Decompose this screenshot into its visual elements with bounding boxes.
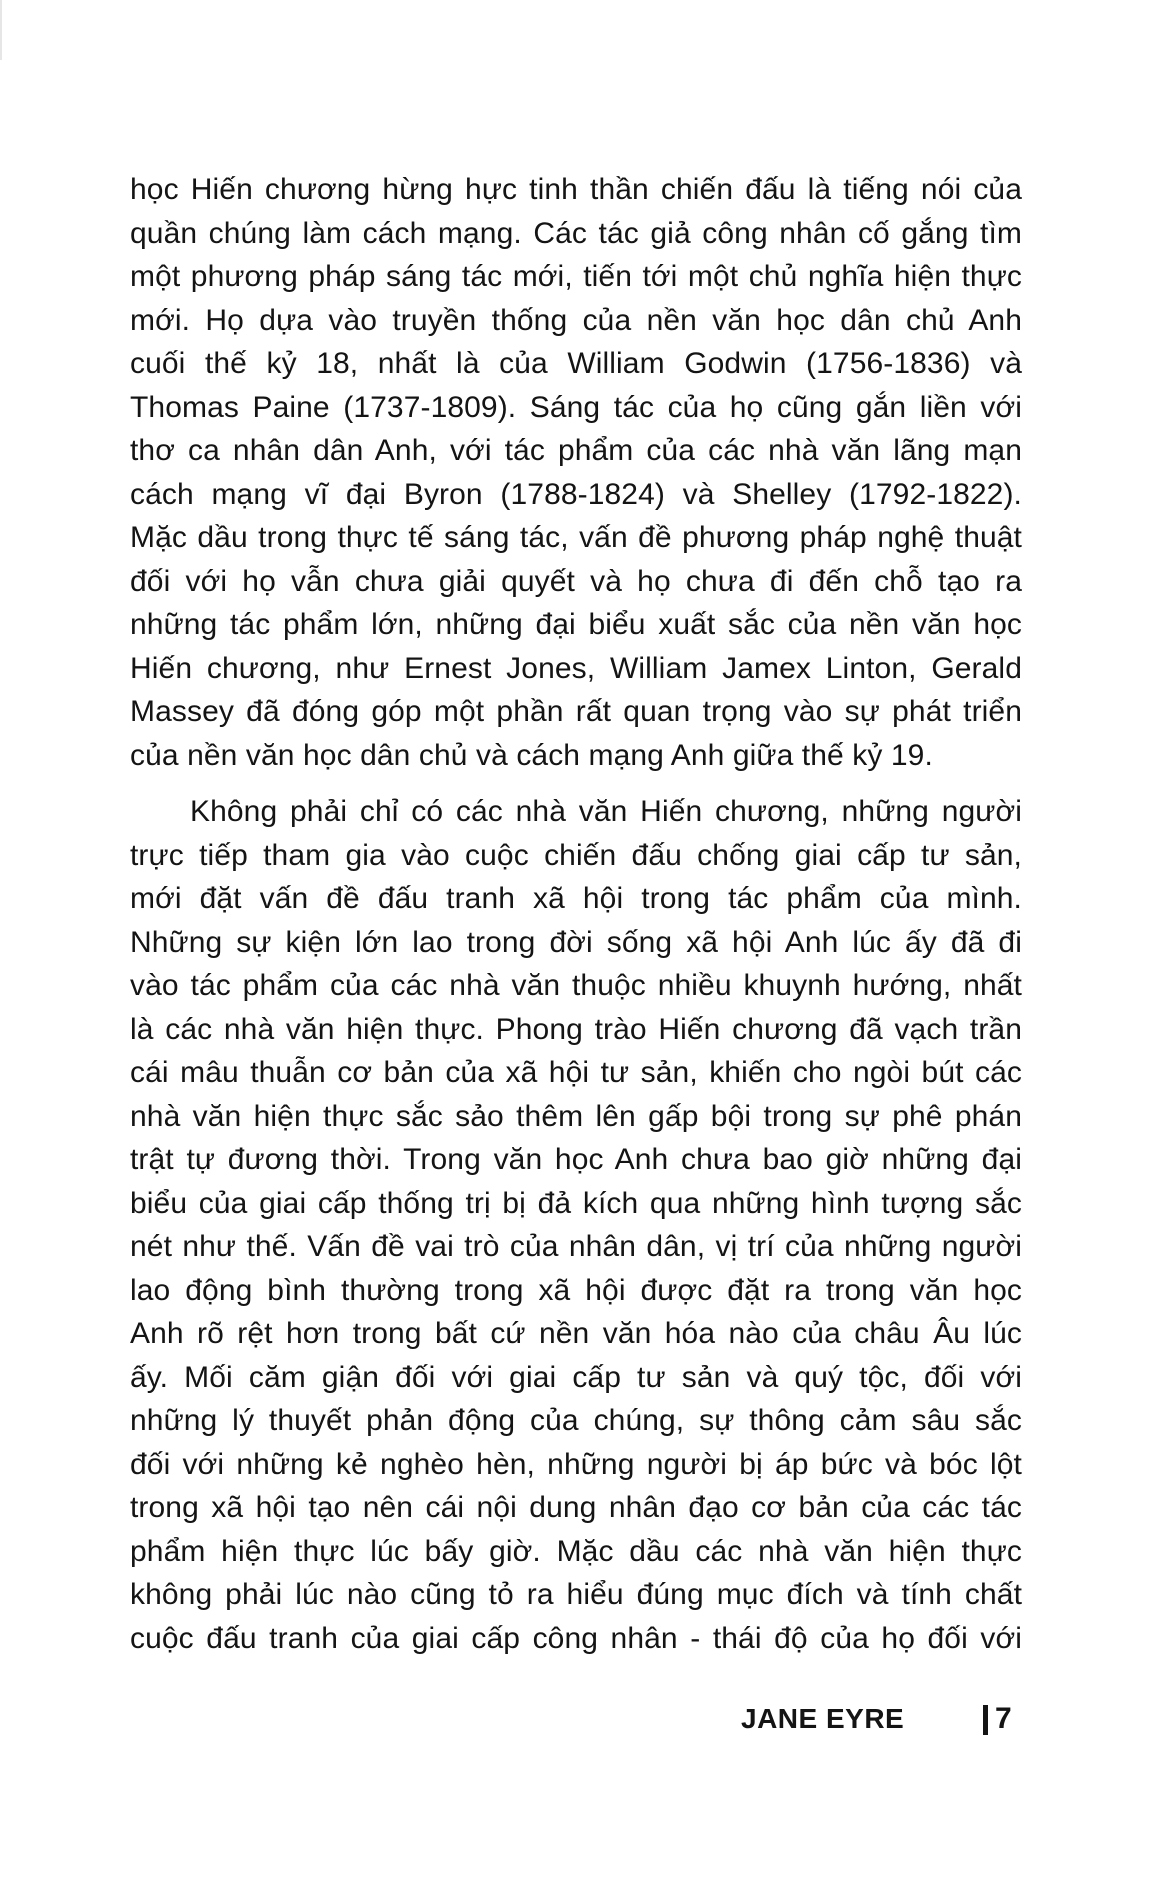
text-line: thơ ca nhân dân Anh, với tác phẩm của các nhà văn lãng mạn <box>130 434 1022 467</box>
scan-edge <box>0 0 2 60</box>
text-line: trực tiếp tham gia vào cuộc chiến đấu chống giai cấp tư sản, <box>130 838 1022 872</box>
text-line: ấy. Mối căm giận đối với giai cấp tư sản và quý tộc, đối với <box>130 1360 1022 1394</box>
text-line: cái mâu thuẫn cơ bản của xã hội tư sản, khiến cho ngòi bút các <box>130 1056 1022 1089</box>
text-line: Mặc dầu trong thực tế sáng tác, vấn đề phương pháp nghệ thuật <box>130 521 1022 554</box>
text-line: quần chúng làm cách mạng. Các tác giả công nhân cố gắng tìm <box>130 216 1022 250</box>
text-line: một phương pháp sáng tác mới, tiến tới một chủ nghĩa hiện thực <box>130 260 1022 293</box>
text-line: Thomas Paine (1737-1809). Sáng tác của họ cũng gắn liền với <box>130 390 1022 424</box>
text-line: Hiến chương, như Ernest Jones, William Jamex Linton, Gerald <box>130 651 1022 685</box>
paragraph-gap <box>130 777 1022 790</box>
text-line: không phải lúc nào cũng tỏ ra hiểu đúng mục đích và tính chất <box>130 1578 1022 1611</box>
body-text <box>130 168 1022 1660</box>
text-line: trật tự đương thời. Trong văn học Anh chưa bao giờ những đại <box>130 1143 1022 1176</box>
paragraph-2 <box>130 790 1022 1660</box>
page-number: 7 <box>995 1702 1012 1735</box>
text-line: mới. Họ dựa vào truyền thống của nền văn học dân chủ Anh <box>130 303 1022 337</box>
footer-divider <box>983 1705 988 1735</box>
text-line: đối với những kẻ nghèo hèn, những người bị áp bức và bóc lột <box>130 1447 1022 1481</box>
text-line: biểu của giai cấp thống trị bị đả kích qua những hình tượng sắc <box>130 1186 1022 1220</box>
text-line: Massey đã đóng góp một phần rất quan trọng vào sự phát triển <box>130 695 1022 728</box>
paragraph-1 <box>130 168 1022 777</box>
text-line: Những sự kiện lớn lao trong đời sống xã hội Anh lúc ấy đã đi <box>130 925 1022 959</box>
text-line: đối với họ vẫn chưa giải quyết và họ chưa đi đến chỗ tạo ra <box>130 564 1022 598</box>
text-line: Không phải chỉ có các nhà văn Hiến chương, những người <box>190 795 1022 828</box>
text-line: cách mạng vĩ đại Byron (1788-1824) và Shelley (1792-1822). <box>130 477 1022 511</box>
text-line: những lý thuyết phản động của chúng, sự thông cảm sâu sắc <box>130 1404 1022 1437</box>
text-line: nét như thế. Vấn đề vai trò của nhân dân, vị trí của những người <box>130 1230 1022 1263</box>
text-line: lao động bình thường trong xã hội được đặt ra trong văn học <box>130 1273 1022 1307</box>
text-line: cuối thế kỷ 18, nhất là của William Godwin (1756-1836) và <box>130 347 1022 380</box>
running-title: JANE EYRE <box>741 1703 905 1734</box>
text-line: học Hiến chương hừng hực tinh thần chiến đấu là tiếng nói của <box>130 173 1022 206</box>
text-line: nhà văn hiện thực sắc sảo thêm lên gấp bội trong sự phê phán <box>130 1099 1022 1133</box>
text-line: mới đặt vấn đề đấu tranh xã hội trong tác phẩm của mình. <box>130 882 1022 915</box>
text-line: là các nhà văn hiện thực. Phong trào Hiến chương đã vạch trần <box>130 1012 1022 1046</box>
page-footer <box>0 1699 1152 1739</box>
text-line: vào tác phẩm của các nhà văn thuộc nhiều khuynh hướng, nhất <box>130 969 1022 1002</box>
text-line: cuộc đấu tranh của giai cấp công nhân - thái độ của họ đối với <box>130 1621 1022 1655</box>
text-line: Anh rõ rệt hơn trong bất cứ nền văn hóa nào của châu Âu lúc <box>130 1317 1022 1350</box>
text-line: phẩm hiện thực lúc bấy giờ. Mặc dầu các nhà văn hiện thực <box>130 1534 1022 1568</box>
text-line: những tác phẩm lớn, những đại biểu xuất sắc của nền văn học <box>130 608 1022 641</box>
text-line: của nền văn học dân chủ và cách mạng Anh giữa thế kỷ 19. <box>130 738 933 772</box>
text-line: trong xã hội tạo nên cái nội dung nhân đạo cơ bản của các tác <box>130 1491 1022 1524</box>
